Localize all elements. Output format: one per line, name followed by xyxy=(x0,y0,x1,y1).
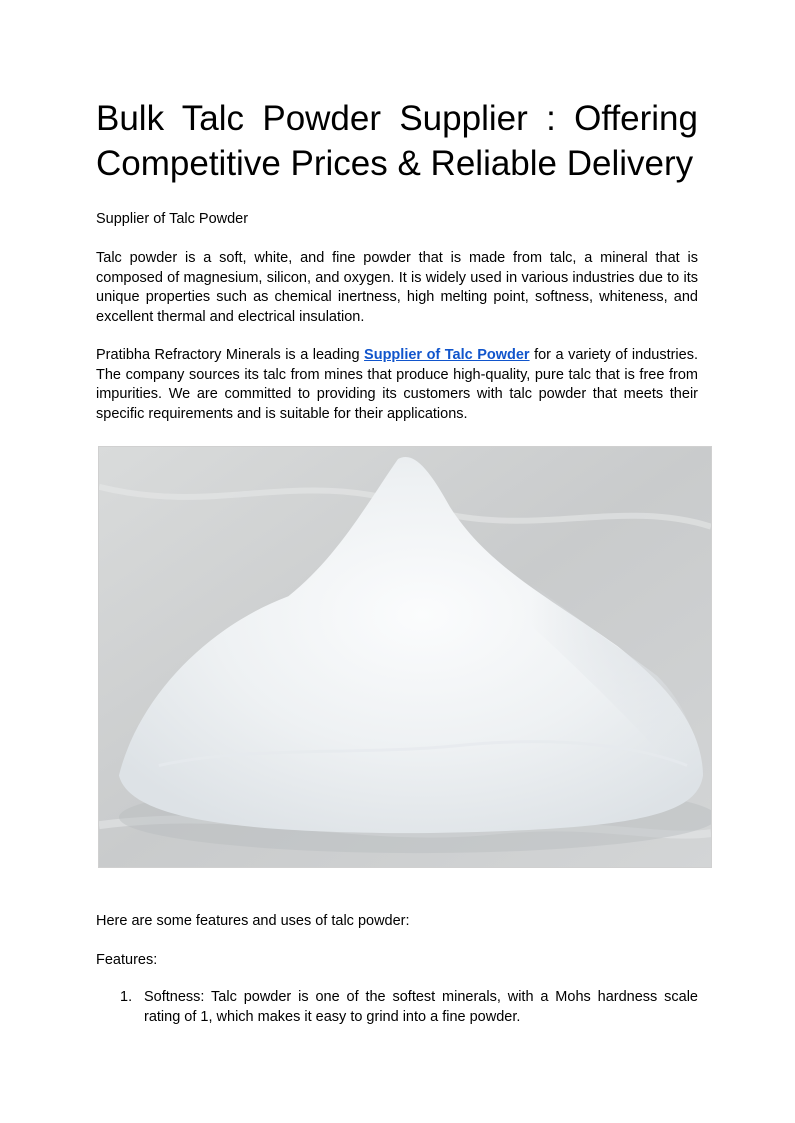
subtitle: Supplier of Talc Powder xyxy=(96,211,249,227)
features-heading: Features: xyxy=(96,952,158,968)
supplier-link[interactable]: Supplier of Talc Powder xyxy=(364,347,530,363)
features-intro: Here are some features and uses of talc powder: xyxy=(96,913,410,929)
features-list xyxy=(96,988,698,1027)
company-paragraph xyxy=(96,346,698,424)
page-title: Bulk Talc Powder Supplier : Offering Competitive Prices & Reliable Delivery xyxy=(96,99,698,183)
list-item-number: 1. xyxy=(120,989,133,1005)
list-item xyxy=(96,988,698,1027)
company-text-before: Pratibha Refractory Minerals is a leading xyxy=(96,347,365,363)
company-text-after: for a variety of industries. The company sources its talc from mines that produce high-quality, pure talc that is free from impurities. We are committed to providing its customers with talc powder that meets their specific requirements and is suitable for their applications. xyxy=(96,347,698,422)
talc-powder-heap-illustration xyxy=(99,447,711,867)
talc-powder-image xyxy=(98,446,712,868)
list-item-text: Softness: Talc powder is one of the softest minerals, with a Mohs hardness scale rating of 1, which makes it easy to grind into a fine powder. xyxy=(144,989,698,1025)
intro-paragraph: Talc powder is a soft, white, and fine powder that is made from talc, a mineral that is composed of magnesium, silicon, and oxygen. It is widely used in various industries due to its unique properties such as chemical inertness, high melting point, softness, whiteness, and excellent thermal and electrical insulation. xyxy=(96,250,698,325)
